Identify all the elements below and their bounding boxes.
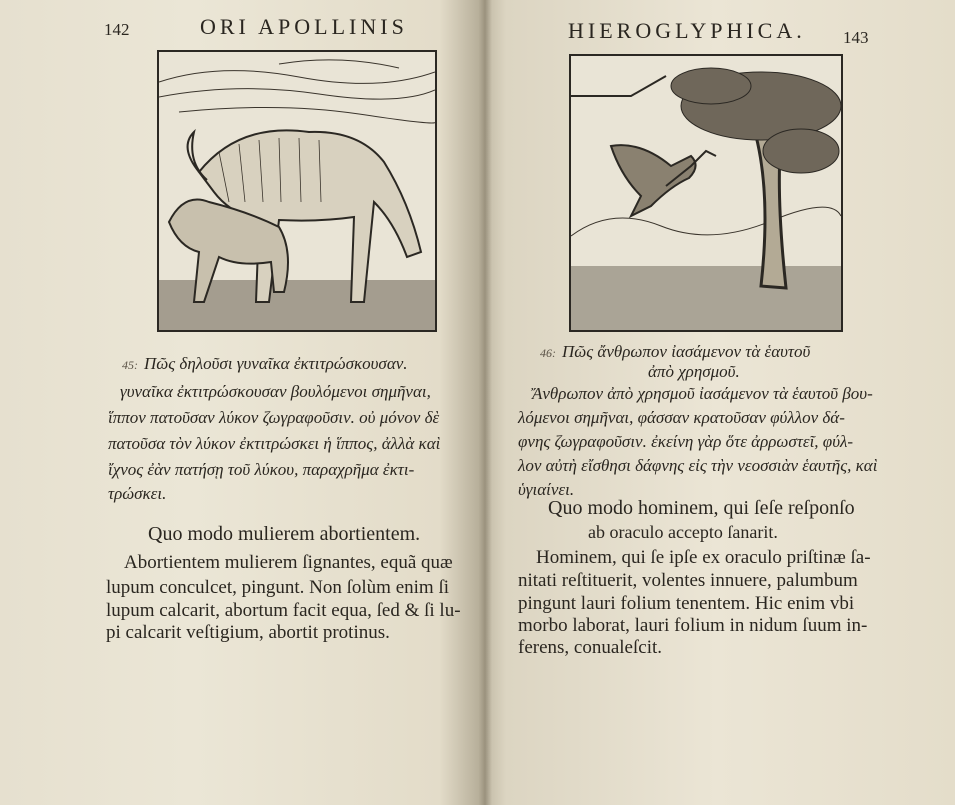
greek-heading-text: Πῶς ἄνθρωπον ἰασάμενον τὰ ἑαυτοῦ bbox=[562, 342, 811, 361]
entry-number: 45: bbox=[122, 358, 138, 372]
greek-line: τρώσκει. bbox=[108, 484, 167, 503]
right-page bbox=[488, 0, 955, 805]
latin-line: Hominem, qui ſe ipſe ex oraculo priſtinæ ſa- bbox=[536, 547, 871, 568]
greek-line: λόμενοι σημῆναι, φάσσαν κρατοῦσαν φύλλον δά- bbox=[518, 408, 845, 427]
greek-line: ἵππον πατοῦσαν λύκον ζωγραφοῦσιν. οὐ μόνον δὲ bbox=[108, 408, 440, 427]
greek-line: ἴχνος ἐὰν πατήσῃ τοῦ λύκου, παραχρῆμα ἐκτι- bbox=[108, 460, 415, 479]
latin-line: morbo laborat, lauri folium in nidum ſuum in- bbox=[518, 615, 868, 636]
latin-heading: Quo modo mulierem abortientem. bbox=[148, 523, 421, 545]
greek-line: Ἄνθρωπον ἀπὸ χρησμοῦ ἰασάμενον τὰ ἑαυτοῦ βου- bbox=[532, 384, 873, 403]
running-head: ORI APOLLINIS bbox=[200, 14, 408, 39]
latin-line: lupum calcarit, abortum facit equa, ſed & ſi lu- bbox=[106, 600, 461, 621]
latin-line: ferens, conualeſcit. bbox=[518, 637, 663, 658]
greek-line: φνης ζωγραφοῦσιν. ἐκείνη γὰρ ὅτε ἀρρωστεῖ, φύλ- bbox=[518, 432, 854, 451]
horse-wolf-illustration bbox=[159, 52, 435, 330]
latin-line: nitati reſtituerit, volentes innuere, palumbum bbox=[518, 570, 858, 591]
greek-heading-continued: ἀπὸ χρησμοῦ. bbox=[648, 362, 740, 381]
page-number: 143 bbox=[843, 28, 869, 47]
greek-heading bbox=[540, 342, 810, 362]
entry-number: 46: bbox=[540, 346, 556, 360]
page-number: 142 bbox=[104, 20, 130, 39]
greek-line: πατοῦσα τὸν λύκον ἐκτιτρώσκει ἡ ἵππος, ἀλλὰ καὶ bbox=[108, 434, 441, 453]
latin-line: Abortientem mulierem ſignantes, equã quæ bbox=[124, 552, 453, 573]
running-head: HIEROGLYPHICA. bbox=[568, 18, 806, 43]
woodcut-dove-laurel bbox=[569, 54, 843, 332]
latin-line: pingunt lauri folium tenentem. Hic enim vbi bbox=[518, 593, 855, 614]
latin-heading: Quo modo hominem, qui ſeſe reſponſo bbox=[548, 497, 855, 519]
greek-line: ὑγιαίνει. bbox=[518, 480, 575, 499]
greek-heading bbox=[122, 354, 408, 374]
dove-laurel-illustration bbox=[571, 56, 841, 330]
greek-heading-text: Πῶς δηλοῦσι γυναῖκα ἐκτιτρώσκουσαν. bbox=[144, 354, 408, 373]
greek-line: γυναῖκα ἐκτιτρώσκουσαν βουλόμενοι σημῆναι, bbox=[120, 382, 431, 401]
latin-line: pi calcarit veſtigium, abortit protinus. bbox=[106, 622, 390, 643]
greek-line: λον αὐτὴ εἴσθησι δάφνης εἰς τὴν νεοσσιὰν ἑαυτῆς, καὶ bbox=[518, 456, 878, 475]
latin-line: lupum conculcet, pingunt. Non ſolùm enim ſi bbox=[106, 577, 450, 598]
latin-heading-continued: ab oraculo accepto ſanarit. bbox=[588, 522, 778, 542]
woodcut-horse-wolf bbox=[157, 50, 437, 332]
